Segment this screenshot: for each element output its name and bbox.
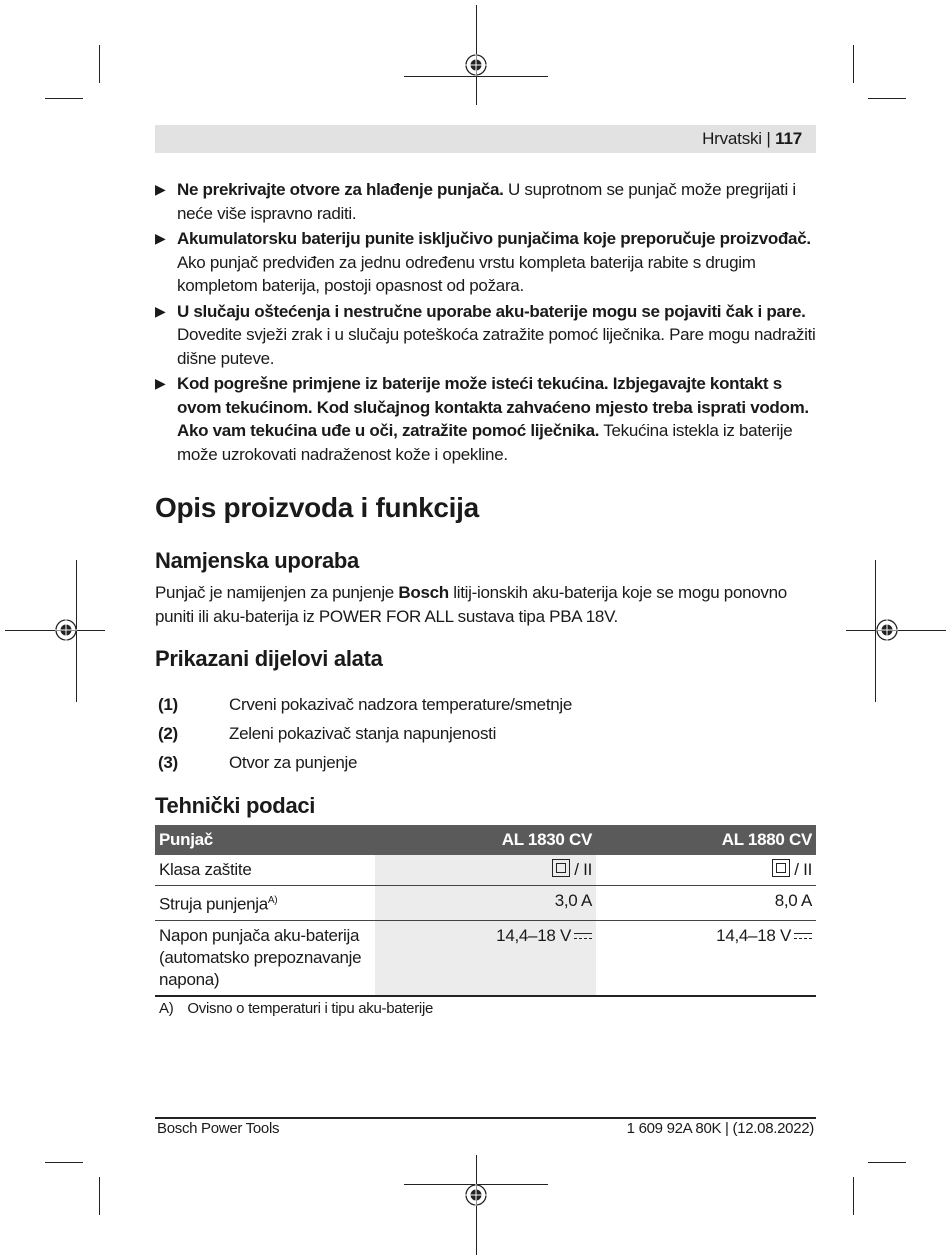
column-header: Punjač: [155, 825, 375, 855]
table-footnote: [159, 1000, 433, 1017]
bullet-bold: Kod pogrešne primjene iz baterije može isteći tekućina. Izbjegavajte kontakt s ovom tekućinom. Kod slučajnog kontakta zahvaćeno mjesto treba isprati vodom. Ako vam tekućina uđe u oči, zatražite pomoć liječnika.: [177, 374, 809, 440]
bullet-bold: Akumulatorsku bateriju punite isključivo punjačima koje preporučuje proizvođač.: [177, 229, 811, 248]
bullet-item: [155, 300, 820, 371]
intended-use-text-end: litij-ionskih aku-baterija koje se mogu ponovno puniti ili aku-baterija iz POWER FOR ALL sustava tipa PBA 18V.: [155, 583, 787, 626]
footer-publisher: Bosch Power Tools: [157, 1120, 280, 1137]
crop-mark: [45, 1162, 83, 1163]
footnote-ref: A): [267, 895, 278, 906]
intended-use-title: Namjenska uporaba: [155, 548, 359, 573]
protection-class-icon: [552, 859, 570, 877]
parts-list: [158, 690, 572, 777]
triangle-bullet-icon: ▶: [155, 230, 166, 246]
bullet-bold: Ne prekrivajte otvore za hlađenje punjača.: [177, 180, 504, 199]
footnote-key: A): [159, 1000, 174, 1017]
table-row: [155, 920, 816, 996]
registration-mark-icon: [876, 619, 898, 641]
crop-mark: [868, 1162, 906, 1163]
list-item: [158, 748, 572, 777]
triangle-bullet-icon: ▶: [155, 375, 166, 391]
cell-value: 14,4–18 V: [716, 925, 791, 945]
list-item: [158, 690, 572, 719]
table-cell: 8,0 A: [596, 886, 816, 921]
crop-mark: [853, 1177, 854, 1215]
section-title: Opis proizvoda i funkcija: [155, 492, 479, 523]
bullet-text: Dovedite svježi zrak i u slučaju poteškoća zatražite pomoć liječnika. Pare mogu nadražiti dišne puteve.: [177, 325, 816, 368]
bullet-text: Ako punjač predviđen za jednu određenu vrstu kompleta baterija rabite s drugim kompletom baterija, postoji opasnost od požara.: [177, 252, 756, 295]
table-cell: [375, 920, 596, 996]
bullet-text: Tekućina istekla iz baterije može uzrokovati nadraženost kože i opekline.: [177, 421, 793, 464]
crop-mark: [868, 98, 906, 99]
page-header: [155, 125, 816, 153]
bullet-item: [155, 372, 820, 466]
header-language: Hrvatski: [702, 129, 762, 148]
table-header-row: [155, 825, 816, 855]
bullet-item: [155, 227, 820, 298]
registration-mark-icon: [55, 619, 77, 641]
column-header: AL 1880 CV: [596, 825, 816, 855]
registration-mark-icon: [465, 54, 487, 76]
triangle-bullet-icon: ▶: [155, 302, 166, 319]
row-label: Klasa zaštite: [155, 855, 375, 886]
protection-class-icon: [772, 859, 790, 877]
intended-use-text-start: Punjač je namijenjen za punjenje: [155, 583, 399, 602]
part-label: Zeleni pokazivač stanja napunjenosti: [229, 723, 497, 743]
table-cell: 3,0 A: [375, 886, 596, 921]
header-separator: |: [766, 129, 771, 148]
crop-mark: [45, 98, 83, 99]
list-item: [158, 719, 572, 748]
row-label: Napon punjača aku-baterija (automatsko prepoznavanje napona): [155, 920, 375, 996]
table-cell: [596, 920, 816, 996]
cell-value: / II: [574, 860, 592, 879]
bullet-text: U suprotnom se punjač može pregrijati i neće više ispravno raditi.: [177, 180, 796, 223]
bullet-item: [155, 178, 820, 225]
row-label-cell: [155, 886, 375, 921]
table-cell: [596, 855, 816, 886]
footer-divider: [155, 1117, 816, 1119]
header-text: [702, 129, 802, 149]
part-number: (2): [158, 723, 178, 743]
bullet-bold: U slučaju oštećenja i nestručne uporabe aku-baterije mogu se pojaviti čak i pare.: [177, 301, 806, 321]
crop-mark: [99, 1177, 100, 1215]
brand-name: Bosch: [398, 583, 449, 602]
table-cell: [375, 855, 596, 886]
registration-mark-icon: [465, 1184, 487, 1206]
column-header: AL 1830 CV: [375, 825, 596, 855]
parts-title: Prikazani dijelovi alata: [155, 646, 383, 671]
part-label: Crveni pokazivač nadzora temperature/smetnje: [229, 694, 573, 714]
part-number: (3): [158, 752, 178, 772]
part-number: (1): [158, 694, 178, 714]
table-row: [155, 855, 816, 886]
page-number: 117: [775, 129, 802, 148]
footer-doc-number: 1 609 92A 80K | (12.08.2022): [626, 1120, 814, 1137]
part-label: Otvor za punjenje: [229, 752, 358, 772]
crop-mark: [853, 45, 854, 83]
table-row: [155, 886, 816, 921]
intended-use-text: [155, 581, 820, 629]
tech-data-title: Tehnički podaci: [155, 793, 316, 818]
dc-symbol-icon: [574, 930, 592, 942]
cell-value: / II: [794, 860, 812, 879]
footnote-text: Ovisno o temperaturi i tipu aku-baterije: [187, 1000, 434, 1017]
crop-mark: [404, 76, 548, 77]
safety-bullet-list: [155, 178, 820, 468]
tech-data-table: [155, 825, 816, 997]
dc-symbol-icon: [794, 930, 812, 942]
triangle-bullet-icon: ▶: [155, 181, 166, 197]
row-label: Struja punjenja: [159, 894, 268, 914]
crop-mark: [99, 45, 100, 83]
cell-value: 14,4–18 V: [496, 925, 571, 945]
